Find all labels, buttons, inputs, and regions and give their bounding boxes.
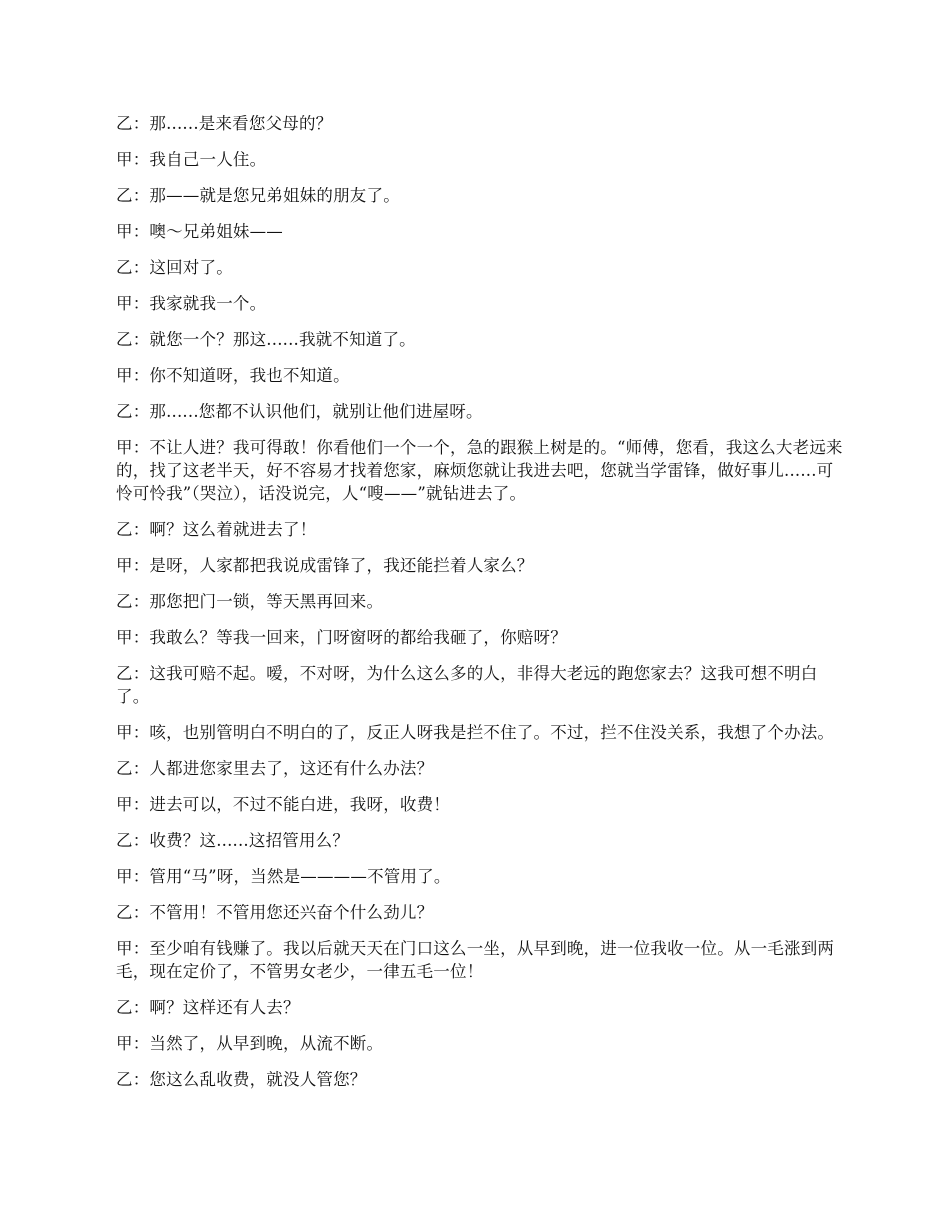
dialogue-line: 甲：我家就我一个。 [116, 294, 267, 313]
dialogue-line: 乙：啊？这么着就进去了！ [116, 520, 317, 539]
dialogue-line: 甲：咳，也别管明白不明白的了，反正人呀我是拦不住了。不过，拦不住没关系，我想了个办法。 [116, 723, 835, 742]
dialogue-line: 甲：你不知道呀，我也不知道。 [116, 366, 350, 385]
dialogue-line: 甲：进去可以，不过不能白进，我呀，收费！ [116, 795, 450, 814]
dialogue-line: 甲：不让人进？我可得敢！你看他们一个一个，急的跟猴上树是的。“师傅，您看，我这么大老远来的，找了这老半天，好不容易才找着您家，麻烦您就让我进去吧，您就当学雷锋，做好事儿......可怜可怜我”（哭泣），话没说完，人“嗖——”就钻进去了。 [116, 438, 843, 503]
dialogue-line: 乙：这我可赔不起。嗳，不对呀，为什么这么多的人，非得大老远的跑您家去？这我可想不明白了。 [116, 664, 818, 706]
dialogue-line: 乙：收费？这......这招管用么？ [116, 831, 350, 850]
dialogue-line: 甲：是呀，人家都把我说成雷锋了，我还能拦着人家么？ [116, 556, 534, 575]
dialogue-line: 甲：当然了，从早到晚，从流不断。 [116, 1034, 384, 1053]
dialogue-line: 乙：那——就是您兄弟姐妹的朋友了。 [116, 186, 400, 205]
dialogue-line: 乙：这回对了。 [116, 258, 233, 277]
dialogue-line: 甲：噢～兄弟姐妹—— [116, 222, 283, 241]
dialogue-line: 乙：您这么乱收费，就没人管您？ [116, 1070, 367, 1089]
dialogue-line: 乙：人都进您家里去了，这还有什么办法？ [116, 759, 434, 778]
dialogue-text [116, 112, 844, 1104]
dialogue-line: 甲：我敢么？等我一回来，门呀窗呀的都给我砸了，你赔呀？ [116, 628, 567, 647]
dialogue-line: 乙：啊？这样还有人去？ [116, 998, 300, 1017]
dialogue-line: 乙：不管用！不管用您还兴奋个什么劲儿？ [116, 903, 434, 922]
dialogue-line: 乙：就您一个？那这......我就不知道了。 [116, 330, 416, 349]
dialogue-line: 乙：那您把门一锁，等天黑再回来。 [116, 592, 384, 611]
dialogue-line: 乙：那......是来看您父母的？ [116, 114, 333, 133]
dialogue-line: 甲：至少咱有钱赚了。我以后就天天在门口这么一坐，从早到晚，进一位我收一位。从一毛涨到两毛，现在定价了，不管男女老少，一律五毛一位！ [116, 939, 835, 981]
dialogue-line: 乙：那......您都不认识他们，就别让他们进屋呀。 [116, 402, 483, 421]
dialogue-line: 甲：我自己一人住。 [116, 150, 267, 169]
dialogue-line: 甲：管用“马”呀，当然是————不管用了。 [116, 867, 451, 886]
